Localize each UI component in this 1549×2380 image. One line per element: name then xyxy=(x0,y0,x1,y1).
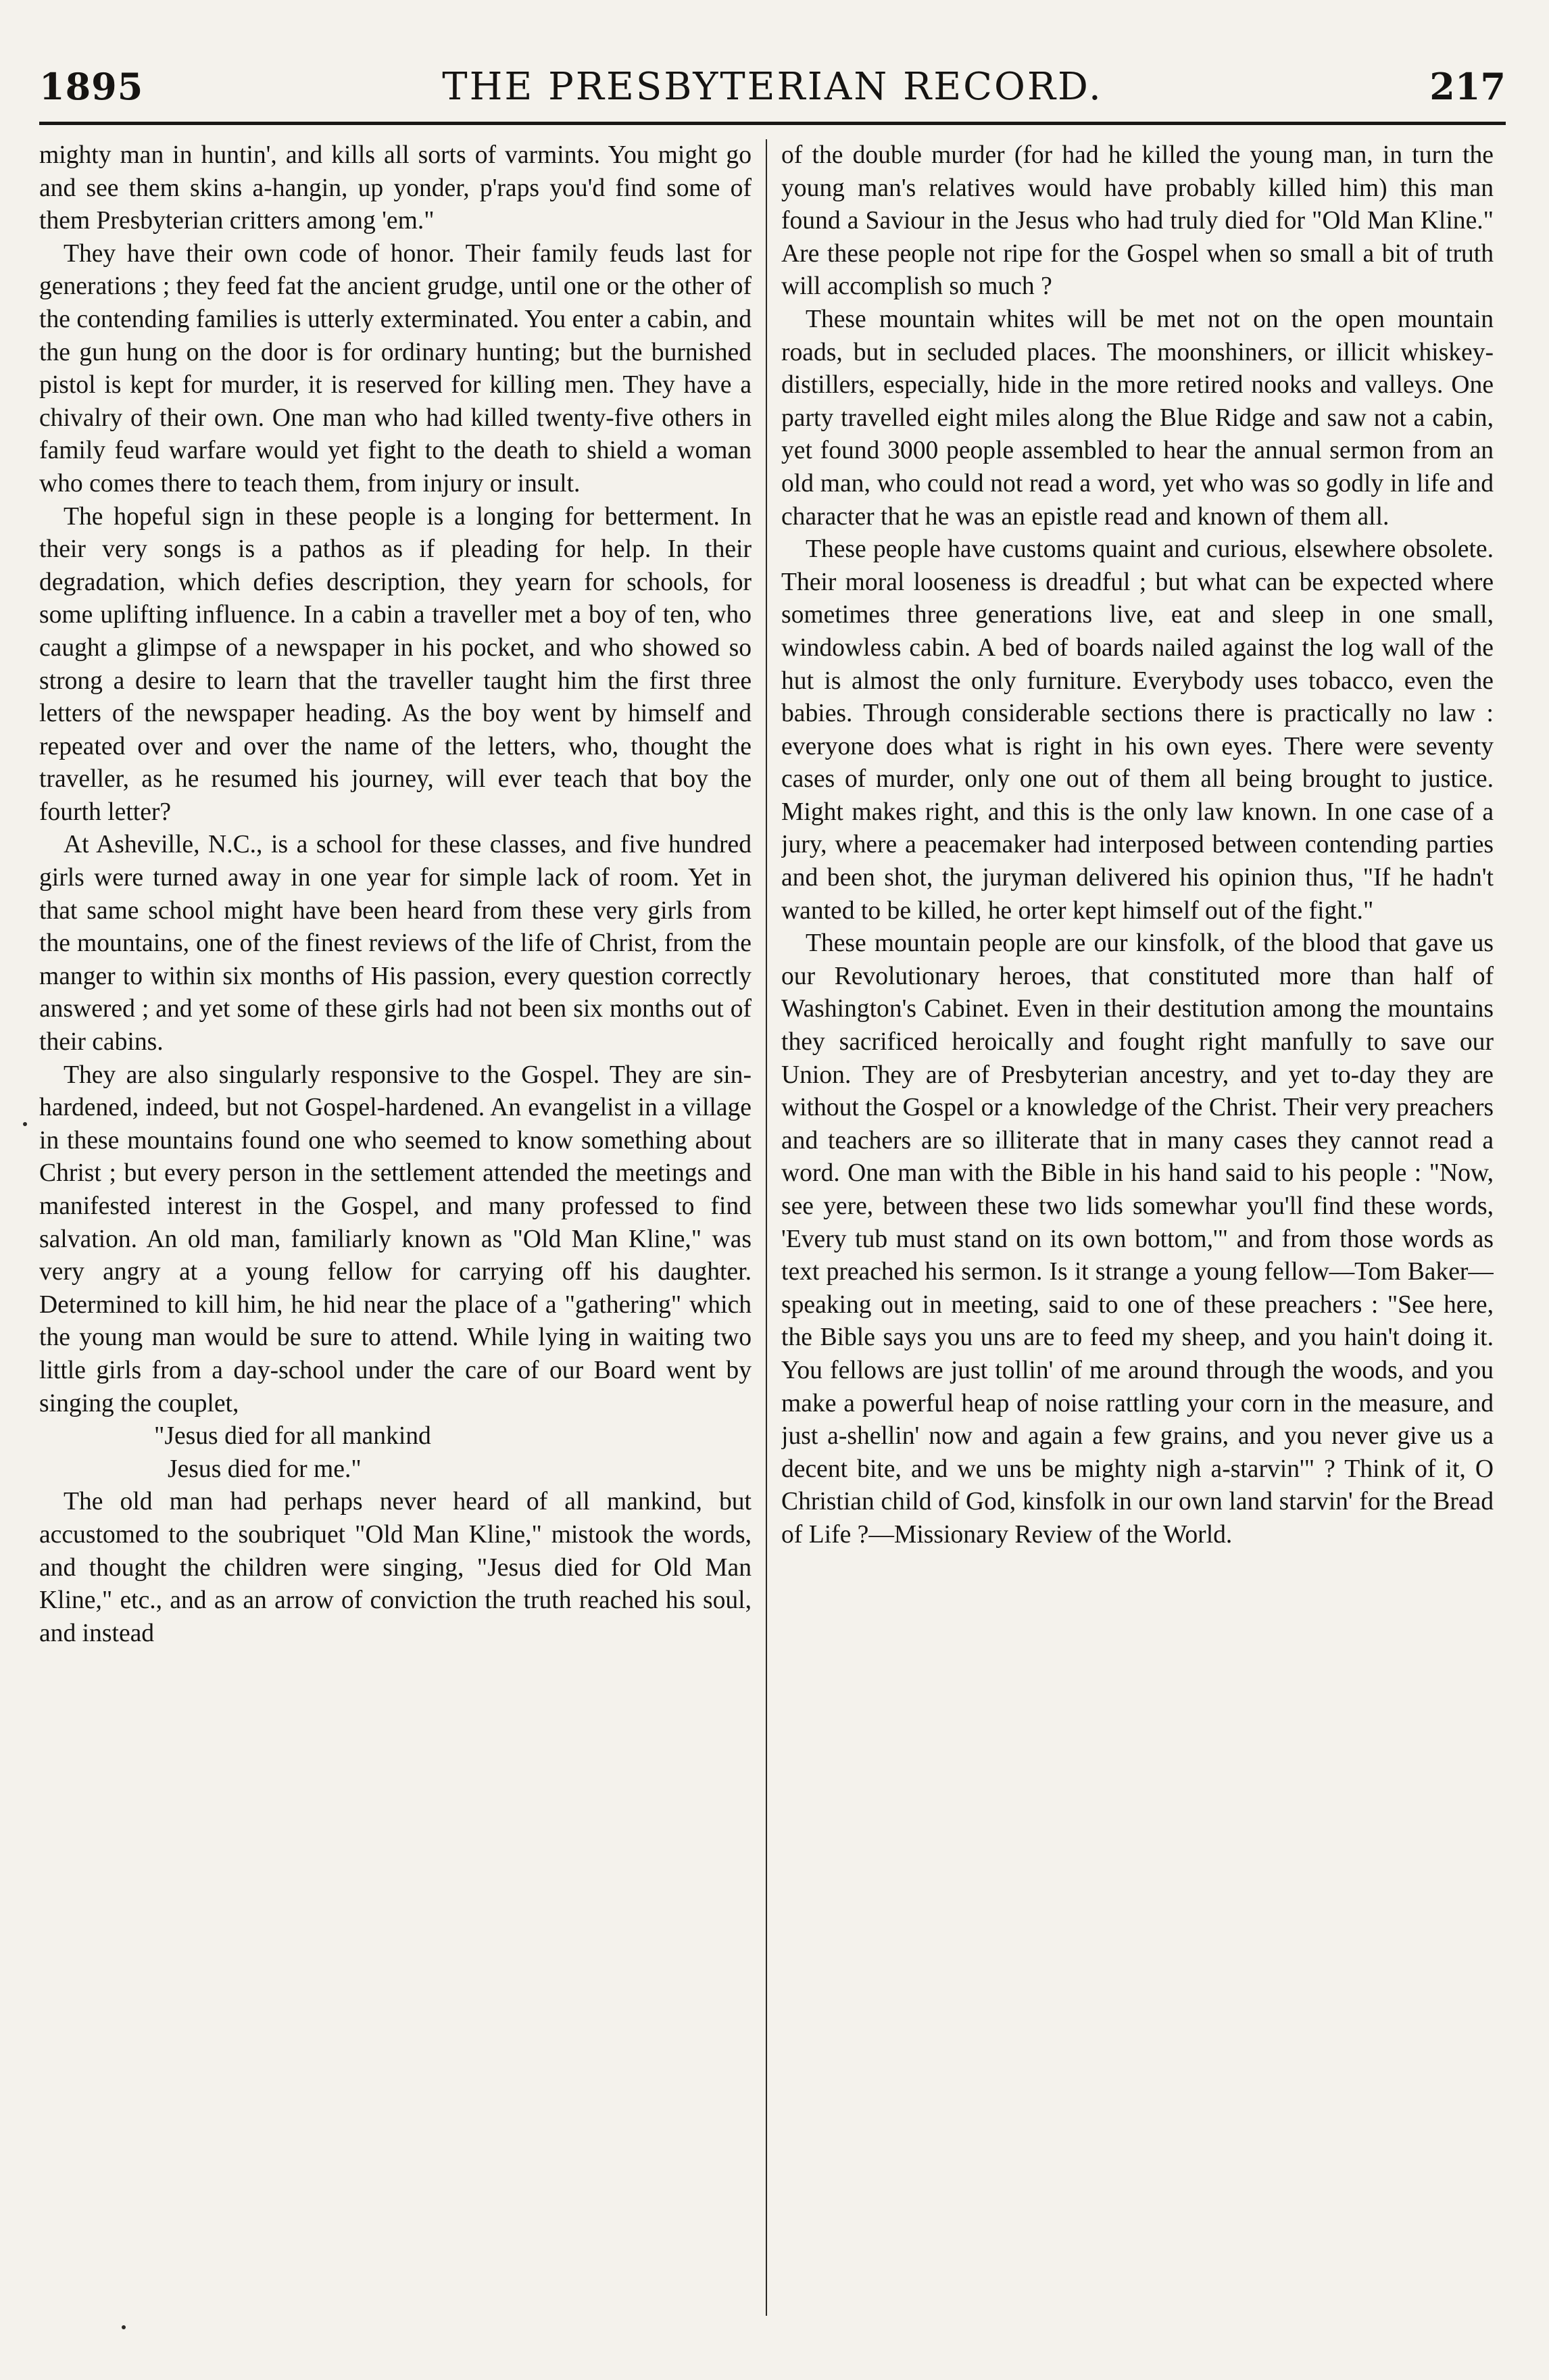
left-column xyxy=(39,139,752,2323)
journal-title: THE PRESBYTERIAN RECORD. xyxy=(442,65,1103,109)
article-columns xyxy=(39,139,1506,2323)
paragraph: The old man had perhaps never heard of all mankind, but accustomed to the soubriquet "Old Man Kline," mistook the words, and thought the children were singing, "Jesus died for Old Man Kline," etc., and as an arrow of conviction the truth reached his soul, and instead xyxy=(39,1488,752,1647)
print-speck xyxy=(23,1122,27,1126)
paragraph: At Asheville, N.C., is a school for these classes, and five hundred girls were turned away in one year for simple lack of room. Yet in that same school might have been heard from these very girls from the mountains, one of the finest reviews of the life of Christ, from the manger to within six months of His passion, every question correctly answered ; and yet some of these girls had not been six months out of their cabins. xyxy=(39,831,752,1057)
column-rule xyxy=(766,139,767,2316)
paragraph: They have their own code of honor. Their family feuds last for generations ; they feed fat the ancient grudge, until one or the other of the contending families is utterly exterminated. You enter a cabin, and the gun hung on the door is for ordinary hunting; but the burnished pistol is kept for murder, it is reserved for killing men. They have a chivalry of their own. One man who had killed twenty-five others in family feud warfare would yet fight to the death to shield a woman who comes there to teach them, from injury or insult. xyxy=(39,239,752,497)
page-number: 217 xyxy=(1429,65,1506,108)
paragraph: They are also singularly responsive to the Gospel. They are sin-hardened, indeed, but not Gospel-hardened. An evangelist in a village in these mountains found one who seemed to know something about Christ ; but every person in the settlement attended the meetings and manifested interest in the Gospel, and many professed to find salvation. An old man, familiarly known as "Old Man Kline," was very angry at a young fellow for carrying off his daughter. Determined to kill him, he hid near the place of a "gathering" which the young man would be sure to attend. While lying in waiting two little girls from a day-school under the care of our Board went by singing the couplet, xyxy=(39,1061,752,1417)
verse-line: "Jesus died for all mankind xyxy=(154,1422,431,1451)
verse-line: Jesus died for me." xyxy=(168,1455,362,1483)
paragraph: These mountain people are our kinsfolk, of the blood that gave us our Revolutionary heroes, that constituted more than half of Washington's Cabinet. Even in their destitution among the mountains they sacrificed heroically and fought right manfully to save our Union. They are of Presbyterian ancestry, and yet to-day they are without the Gospel or a knowledge of the Christ. Their very preachers and teachers are so illiterate that in many cases they cannot read a word. One man with the Bible in his hand said to his people : "Now, see yere, between these two lids somewhar you'll find these words, 'Every tub must stand on its own bottom,'" and from those words as text preached his sermon. Is it strange a young fellow—Tom Baker—speaking out in meeting, said to one of these preachers : "See here, the Bible says you uns are to feed my sheep, and you hain't doing it. You fellows are just tollin' of me around through the woods, and you make a powerful heap of noise rattling your corn in the measure, and just a-shellin' now and again a few grains, and you never give us a decent bite, and we uns be mighty nigh a-starvin'" ? Think of it, O Christian child of God, kinsfolk in our own land starvin' for the Bread of Life ?—Missionary Review of the World. xyxy=(781,929,1494,1549)
paragraph: mighty man in huntin', and kills all sorts of varmints. You might go and see them skins a-hangin, up yonder, p'raps you'd find some of them Presbyterian critters among 'em." xyxy=(39,141,752,235)
paragraph: These mountain whites will be met not on the open mountain roads, but in secluded places. The moonshiners, or illicit whiskey-distillers, especially, hide in the more retired nooks and valleys. One party travelled eight miles along the Blue Ridge and saw not a cabin, yet found 3000 people assembled to hear the annual sermon from an old man, who could not read a word, yet who was so godly in life and character that he was an epistle read and known of them all. xyxy=(781,305,1494,531)
paragraph: of the double murder (for had he killed the young man, in turn the young man's relatives would have probably killed him) this man found a Saviour in the Jesus who had truly died for "Old Man Kline." Are these people not ripe for the Gospel when so small a bit of truth will accomplish so much ? xyxy=(781,141,1494,301)
paragraph: The hopeful sign in these people is a longing for betterment. In their very songs is a pathos as if pleading for help. In their degradation, which defies description, they yearn for schools, for some uplifting influence. In a cabin a traveller met a boy of ten, who caught a glimpse of a newspaper in his pocket, and who showed so strong a desire to learn that the traveller taught him the first three letters of the newspaper heading. As the boy went by himself and repeated over and over the name of the letters, who, thought the traveller, as he resumed his journey, will ever teach that boy the fourth letter? xyxy=(39,502,752,826)
print-speck xyxy=(122,2325,126,2329)
page xyxy=(39,65,1506,2329)
paragraph: These people have customs quaint and curious, elsewhere obsolete. Their moral looseness is dreadful ; but what can be expected where sometimes three generations live, eat and sleep in one small, windowless cabin. A bed of boards nailed against the log wall of the hut is almost the only furniture. Everybody uses tobacco, even the babies. Through considerable sections there is practically no law : everyone does what is right in his own eyes. There were seventy cases of murder, only one out of them all being brought to justice. Might makes right, and this is the only law known. In one case of a jury, where a peacemaker had interposed between contending parties and been shot, the juryman delivered his opinion thus, "If he hadn't wanted to be killed, he orter kept himself out of the fight." xyxy=(781,535,1494,925)
header-year: 1895 xyxy=(39,65,144,108)
running-header xyxy=(39,65,1506,125)
right-column xyxy=(781,139,1494,2323)
